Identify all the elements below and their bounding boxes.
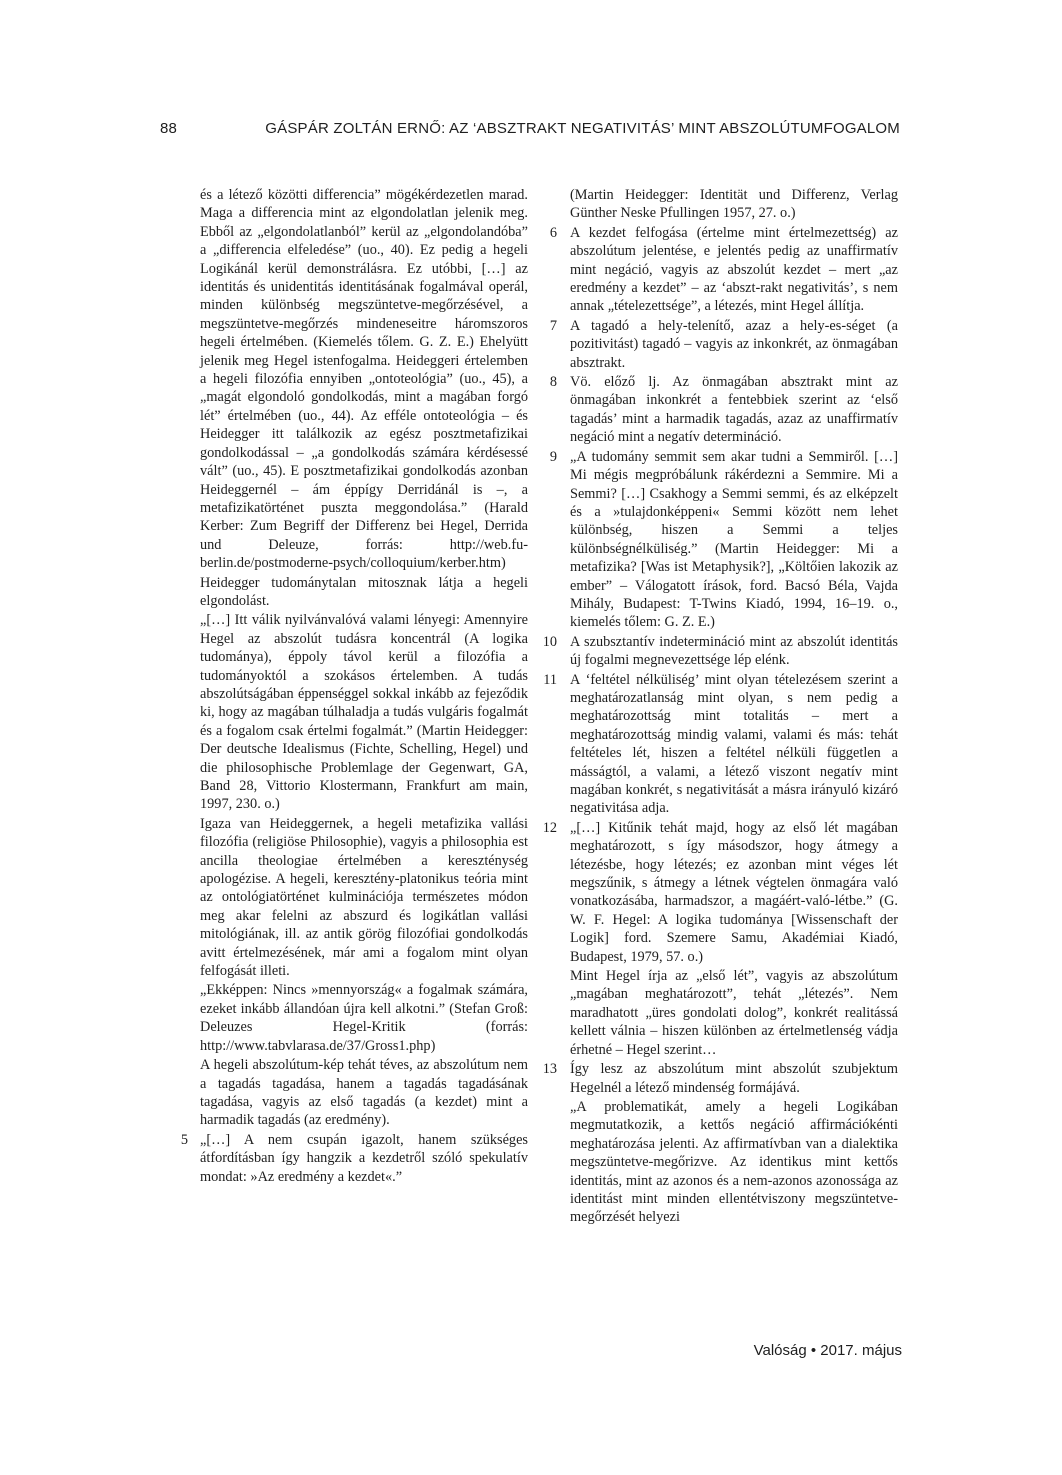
- right-column: [542, 186, 898, 1228]
- note-number: 13: [542, 1061, 557, 1078]
- note-number: 11: [543, 671, 557, 688]
- paragraph-text: „[…] Itt válik nyilvánvalóvá valami lényegi: Amennyire Hegel az abszolút tudásra koncentrál (A logika tudománya), éppoly távol kerül a filozófia a tudományoktól a szokásos értelemben. A tudás abszolútságában éppenséggel sokkal inkább az fejeződik ki, hogy az magában túlhaladja a tudás vulgáris fogalmát és a fogalom csak értelmi fogalmát.” (Martin Heidegger: Der deutsche Idealismus (Fichte, Schelling, Hegel) und die philosophische Problemlage der Gegenwart, GA, Band 28, Vittorio Klostermann, Frankfurt am main, 1997, 230. o.): [200, 612, 528, 813]
- footnote-text: „[…] Kitűnik tehát majd, hogy az első lét magában meghatározott, s így másodszor, hogy átmegy a létezésbe, hogy létezés; ez azonban mint véges lét megszűnik, s átmegy a létnek végtelen önmagára való vonatkozásába, harmadszor, a magáért-való-létbe.” (G. W. F. Hegel: A logika tudománya [Wissenschaft der Logik] ford. Szemere Samu, Akadémiai Kiadó, Budapest, 1979, 57. o.): [570, 819, 898, 965]
- note-number: 8: [549, 374, 557, 391]
- paragraph: [570, 1098, 898, 1227]
- note-number: 5: [180, 1131, 188, 1148]
- footnote: [542, 633, 898, 670]
- footnote: [549, 448, 898, 632]
- paragraph: [570, 186, 898, 223]
- running-title: GÁSPÁR ZOLTÁN ERNŐ: AZ ‘ABSZTRAKT NEGATIVITÁS’ MINT ABSZOLÚTUMFOGALOM: [265, 120, 900, 137]
- page-number: 88: [160, 120, 178, 137]
- footnote-text: A ‘feltétel nélküliség’ mint olyan tételezésem szerint a meghatározatlanság mint olyan, s nem pedig a meghatározottság mint totalitás – mert a meghatározottság mindig valami, valami és más: tehát feltételes lét, hiszen a feltétel nélküli független a másságtól, a valami, a létező viszont negatív mint magában konkrét, s negativitását a másra irányuló kizáró negativitása adja.: [570, 671, 898, 817]
- note-number: 9: [549, 448, 557, 465]
- paragraph: [200, 574, 528, 611]
- footnote: [542, 1060, 898, 1097]
- footnote: [542, 819, 898, 966]
- paragraph-text: A hegeli abszolútum-kép tehát téves, az abszolútum nem a tagadás tagadása, hanem a tagadás tagadásának tagadása, vagyis az első tagadás (a kezdet) mint a harmadik tagadás (az eredmény).: [200, 1057, 528, 1129]
- note-number: 6: [549, 224, 557, 241]
- note-number: 12: [542, 819, 557, 836]
- paragraph-text: Mint Hegel írja az „első lét”, vagyis az abszolútum „magában meghatározott”, tehát „létezés”. Nem maradhatott „üres gondolati dolog”, konkrét realitássá kellett válnia – hiszen különben az értelmetlenség vádja érhetné – Hegel szerint…: [570, 968, 898, 1058]
- paragraph-text: Heidegger tudománytalan mitosznak látja a hegeli elgondolást.: [200, 574, 528, 609]
- footnote: [180, 1131, 528, 1186]
- footnote-text: A kezdet felfogása (értelme mint értelmezettség) az abszolútum jelentése, e jelentés pedig az unaffirmatív mint negáció, vagyis az abszolút kezdet – mert „az eredmény a kezdet” – az ‘abszt-rakt negativitás’, s nem annak „tételezettsége”, a létezés, mint Hegel állítja.: [570, 224, 898, 315]
- paragraph-text: és a létező közötti differencia” mögékérdezetlen marad. Maga a differencia mint az elgondolatlan jelenik meg. Ebből az „elgondolatlanból” kerül az „elgondolandóba” a „differencia elfeledése” (uo., 40). Ez pedig a hegeli Logikánál kerül demonstrálásra. Ez utóbbi, […] az identitás és unidentitás identitásának fogalmával operál, minden különbség megszüntetve-megőrzésével, a megszüntetve-megőrzés mindeneseitre háromszoros hegeli értelmében. (Kiemelés tőlem. G. Z. E.) Ehelyütt jelenik meg Hegel istenfogalma. Heideggeri értelemben a hegeli filozófia ennyiben „ontoteológia” (uo., 45), a „magát elgondoló gondolkodás, mint a magában forgó lét” értelmében (uo., 44). Az efféle ontoteológia – és Heidegger itt találkozik az egész posztmetafizikai gondolkodással – „a gondolkodás számára kérdésessé vált” (uo., 45). E posztmetafizikai gondolkodás azonban Heideggernél – ám éppígy Derridánál is –, a metafizikatörténet puszta meggondolása.” (Harald Kerber: Zum Begriff der Differenz bei Hegel, Derrida und Deleuze, forrás: http://web.fu-berlin.de/postmoderne-psych/colloquium/kerber.htm): [200, 187, 528, 572]
- paragraph: [200, 981, 528, 1055]
- running-header: [160, 120, 900, 142]
- paragraph: [200, 815, 528, 981]
- paragraph: [200, 611, 528, 813]
- paragraph-text: Igaza van Heideggernek, a hegeli metafizika vallási filozófia (religiöse Philosophie), vagyis a philosophia est ancilla theologiae értelmében a kereszténység apologézise. A hegeli, keresztény-platonikus teória mint az ontológiatörténet kulminációja természetes módon meg akar felelni az abszurd és logikátlan vallási mitológiának, ill. az antik görög filozófiai gondolkodás avitt értelmezésének, már ami a fogalom mint olyan felfogását illeti.: [200, 815, 528, 980]
- note-number: 7: [549, 317, 557, 334]
- footnote: [543, 671, 898, 818]
- footnote-text: „A tudomány semmit sem akar tudni a Semmiről. […] Mi mégis megpróbálunk rákérdezni a Semmire. Mi a Semmi? […] Csakhogy a Semmi semmi, és az elképzelt és a »tulajdonképpeni« Semmi között nem lehet különbség, hiszen a Semmi a teljes különbségnélküliség.” (Martin Heidegger: Mi a metafizika? [Was ist Metaphysik?], „Költőien lakozik az ember” – Válogatott írások, ford. Bacsó Béla, Vajda Mihály, Budapest: T-Twins Kiadó, 1994, 16–19. o., kiemelés tőlem: G. Z. E.): [570, 448, 898, 631]
- paragraph-text: (Martin Heidegger: Identität und Differenz, Verlag Günther Neske Pfullingen 1957, 27. o.): [570, 187, 898, 222]
- left-column: [180, 186, 528, 1187]
- paragraph-text: „A problematikát, amely a hegeli Logikában megmutatkozik, a kettős negáció affirmációkénti meghatározása jelenti. Az affirmatívban van a dialektika megszüntetve-megőrizve. Az identikus mint kettős identitás, mint az azonos és a nem-azonos azonossága az identitást mint minden ellentétviszony megszüntetve-megőrzését helyezi: [570, 1098, 898, 1226]
- paragraph: [200, 1056, 528, 1130]
- footnote-text: Vö. előző lj. Az önmagában absztrakt mint az önmagában inkonkrét a fentebbiek szerint az ‘első tagadás’ mint a harmadik tagadás, azaz az unaffirmatív negáció mint a negatív determináció.: [570, 374, 898, 446]
- footnote: [549, 224, 898, 316]
- footnote-text: A szubsztantív indetermináció mint az abszolút identitás új fogalmi megnevezettsége lép elénk.: [570, 633, 898, 669]
- paragraph-text: „Ekképpen: Nincs »mennyország« a fogalmak számára, ezeket inkább állandóan újra kell alkotni.” (Stefan Groß: Deleuzes Hegel-Kritik (forrás: http://www.tabvlarasa.de/37/Gross1.php): [200, 982, 528, 1054]
- paragraph: [570, 967, 898, 1059]
- footnote: [549, 373, 898, 447]
- note-number: 10: [542, 633, 557, 650]
- paragraph: [200, 186, 528, 573]
- journal-footer: Valóság • 2017. május: [753, 1342, 902, 1359]
- footnote: [549, 317, 898, 372]
- footnote-text: A tagadó a hely-telenítő, azaz a hely-es-séget (a pozitivitást) tagadó – vagyis az inkonkrét, az önmagában absztrakt.: [570, 317, 898, 371]
- footnote-text: „[…] A nem csupán igazolt, hanem szükséges átfordításban így hangzik a kezdetről szóló spekulatív mondat: »Az eredmény a kezdet«.”: [200, 1131, 528, 1185]
- footnote-text: Így lesz az abszolútum mint abszolút szubjektum Hegelnél a létező mindenség formájává.: [570, 1061, 898, 1096]
